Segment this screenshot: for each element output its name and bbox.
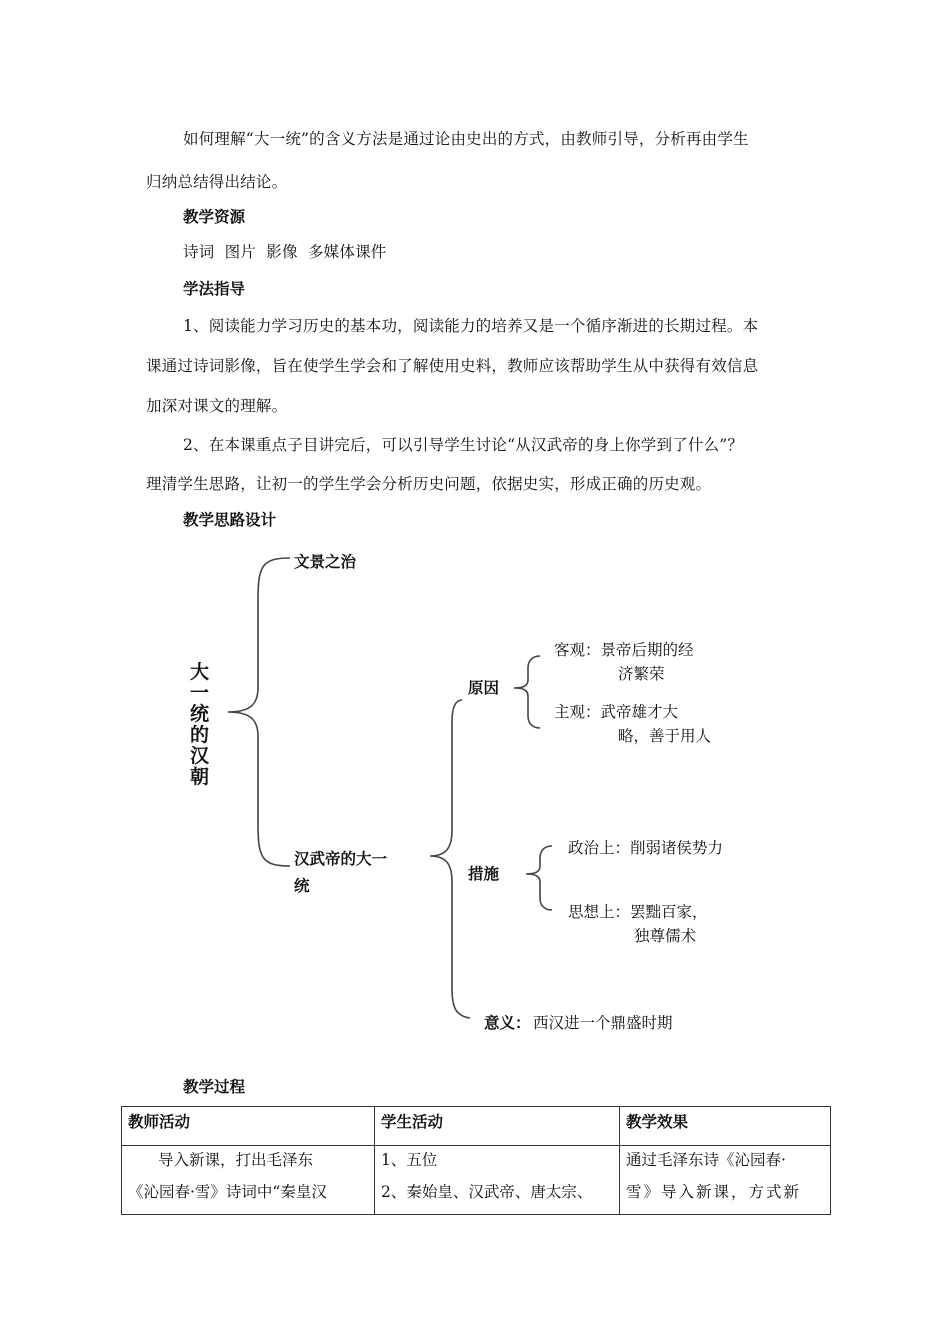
method2-line-2: 理清学生思路，让初一的学生学会分析历史问题，依据史实，形成正确的历史观。 xyxy=(146,475,712,493)
method1-line-3: 加深对课文的理解。 xyxy=(146,397,288,415)
measures-label: 措施 xyxy=(468,865,500,883)
header-effect: 教学效果 xyxy=(620,1107,831,1146)
resources-heading: 教学资源 xyxy=(183,208,246,226)
method1-line-1: 1、阅读能力学习历史的基本功，阅读能力的培养又是一个循序渐进的长期过程。本 xyxy=(183,317,759,335)
intro-line-1: 如何理解“大一统”的含义方法是通过论由史出的方式，由教师引导，分析再由学生 xyxy=(183,130,749,148)
process-table xyxy=(121,1106,831,1215)
cell-effect-line1: 通过毛泽东诗《沁园春· xyxy=(626,1151,786,1169)
table-header-row xyxy=(122,1107,831,1146)
root-char-5: 汉 xyxy=(190,745,210,767)
header-student: 学生活动 xyxy=(375,1107,620,1146)
measure-political: 政治上：削弱诸侯势力 xyxy=(568,839,724,857)
cell-effect-line2: 雪》导入新课，方式新 xyxy=(626,1183,802,1201)
branch-wudi-line2: 统 xyxy=(294,877,310,895)
second-brace xyxy=(430,700,470,1018)
measure-thought-line1: 思想上：罢黜百家， xyxy=(568,903,708,921)
main-brace xyxy=(228,558,290,866)
branch-wenjing: 文景之治 xyxy=(294,553,357,571)
cell-student-line2: 2、秦始皇、汉武帝、唐太宗、 xyxy=(381,1183,593,1201)
header-teacher: 教师活动 xyxy=(122,1107,375,1146)
method1-line-2: 课通过诗词影像，旨在使学生学会和了解使用史料，教师应该帮助学生从中获得有效信息 xyxy=(146,357,759,375)
process-heading: 教学过程 xyxy=(183,1078,246,1096)
branch-wudi-line1: 汉武帝的大一 xyxy=(294,850,388,868)
cell-student-line1: 1、五位 xyxy=(381,1151,438,1169)
cause-objective-line2: 济繁荣 xyxy=(618,665,665,683)
cell-student xyxy=(375,1146,620,1215)
mindmap-connectors xyxy=(228,558,552,1018)
cause-label: 原因 xyxy=(468,679,500,697)
cell-teacher-line2: 《沁园春·雪》诗词中“秦皇汉 xyxy=(128,1183,327,1201)
measures-brace xyxy=(526,846,552,910)
cell-effect xyxy=(620,1146,831,1215)
root-char-2: 一 xyxy=(190,682,210,704)
cause-objective-line1: 客观：景帝后期的经 xyxy=(554,641,694,659)
cause-brace xyxy=(514,656,540,728)
cell-teacher xyxy=(122,1146,375,1215)
root-char-1: 大 xyxy=(190,661,210,683)
cause-subjective-line2: 略，善于用人 xyxy=(618,727,712,745)
root-char-6: 朝 xyxy=(190,766,210,788)
cause-subjective-line1: 主观：武帝雄才大 xyxy=(554,703,679,721)
intro-line-2: 归纳总结得出结论。 xyxy=(146,173,288,191)
design-heading: 教学思路设计 xyxy=(183,511,277,529)
method-heading: 学法指导 xyxy=(183,280,246,298)
significance-label: 意义： xyxy=(484,1014,531,1032)
cell-teacher-line1: 导入新课，打出毛泽东 xyxy=(158,1151,314,1169)
measure-thought-line2: 独尊儒术 xyxy=(634,927,697,945)
table-row xyxy=(122,1146,831,1215)
method2-line-1: 2、在本课重点子目讲完后，可以引导学生讨论“从汉武帝的身上你学到了什么”？ xyxy=(183,436,744,454)
resources-list: 诗词 图片 影像 多媒体课件 xyxy=(183,243,387,261)
root-char-3: 统 xyxy=(190,703,210,725)
significance-text: 西汉进一个鼎盛时期 xyxy=(533,1014,673,1032)
root-char-4: 的 xyxy=(190,724,210,746)
